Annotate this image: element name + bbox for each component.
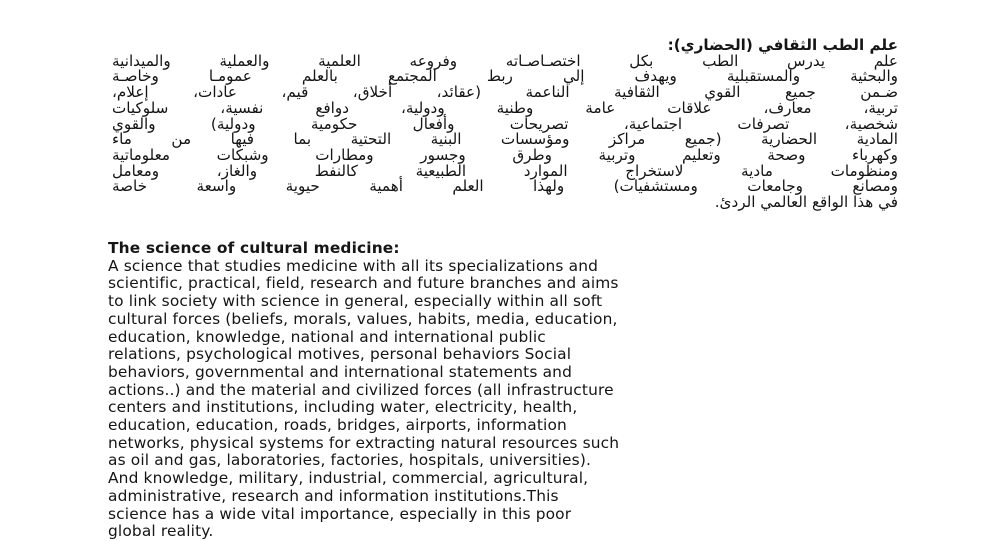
arabic-line: ومصانع وجامعات ومستشفيات) ولهذا العلم أهمية حيوية واسعة خاصة [112, 177, 898, 196]
english-line: cultural forces (beliefs, morals, values, habits, media, education, [108, 309, 618, 328]
arabic-line: المادية الحضارية (جميع مراكز ومؤسسات البنية التحتية بما فيها من ماء [112, 130, 898, 149]
arabic-line: علم يدرس الطب بكل اختصـاصـاته وفروعه العلمية والعملية والميدانية [112, 51, 898, 70]
english-line: scientific, practical, field, research and future branches and aims [108, 274, 619, 293]
english-line: administrative, research and information institutions.This [108, 486, 559, 505]
english-line: behaviors, governmental and international statements and [108, 362, 572, 381]
english-line: centers and institutions, including water, electricity, health, [108, 398, 578, 417]
arabic-line: ضـمن جميع القوي الثقافية الناعمة (عقائد، أخلاق، قيم، عادات، إعلام، [112, 83, 898, 102]
arabic-line: والبحثية والمستقبلية ويهدف إلي ربط المجتمع بالعلم عمومـا وخاصـة [112, 67, 898, 86]
english-line: education, knowledge, national and international public [108, 327, 546, 346]
arabic-section [112, 38, 898, 211]
english-line: science has a wide vital importance, especially in this poor [108, 504, 572, 523]
arabic-line: شخصية، تصرفات اجتماعية، تصريحات وأفعال حكومية ودولية) والقوي [112, 114, 898, 133]
arabic-line: في هذا الواقع العالمي الردئ. [714, 193, 898, 212]
english-line: actions..) and the material and civilized forces (all infrastructure [108, 380, 614, 399]
arabic-line: ومنظومات مادية لاستخراج الموارد الطبيعية كالنفط والغاز، ومعامل [112, 161, 898, 180]
english-heading: The science of cultural medicine: [108, 239, 400, 257]
english-line: networks, physical systems for extracting natural resources such [108, 433, 620, 452]
english-section [108, 240, 908, 541]
english-line: education, education, roads, bridges, airports, information [108, 416, 567, 435]
english-line: to link society with science in general, especially within all soft [108, 292, 603, 311]
english-line: global reality. [108, 522, 214, 541]
english-line: relations, psychological motives, personal behaviors Social [108, 345, 572, 364]
arabic-heading: علم الطب الثقافي (الحضاري): [667, 36, 898, 54]
english-line: A science that studies medicine with all its specializations and [108, 256, 599, 275]
arabic-line: تربية، معارف، علاقات عامة وطنية ودولية، دوافع نفسية، سلوكيات [112, 98, 898, 117]
english-line: as oil and gas, laboratories, factories, hospitals, universities). [108, 451, 592, 470]
arabic-line: وكهرباء وصحة وتعليم وتربية وطرق وجسور ومطارات وشبكات معلوماتية [112, 145, 898, 164]
english-line: And knowledge, military, industrial, commercial, agricultural, [108, 469, 589, 488]
